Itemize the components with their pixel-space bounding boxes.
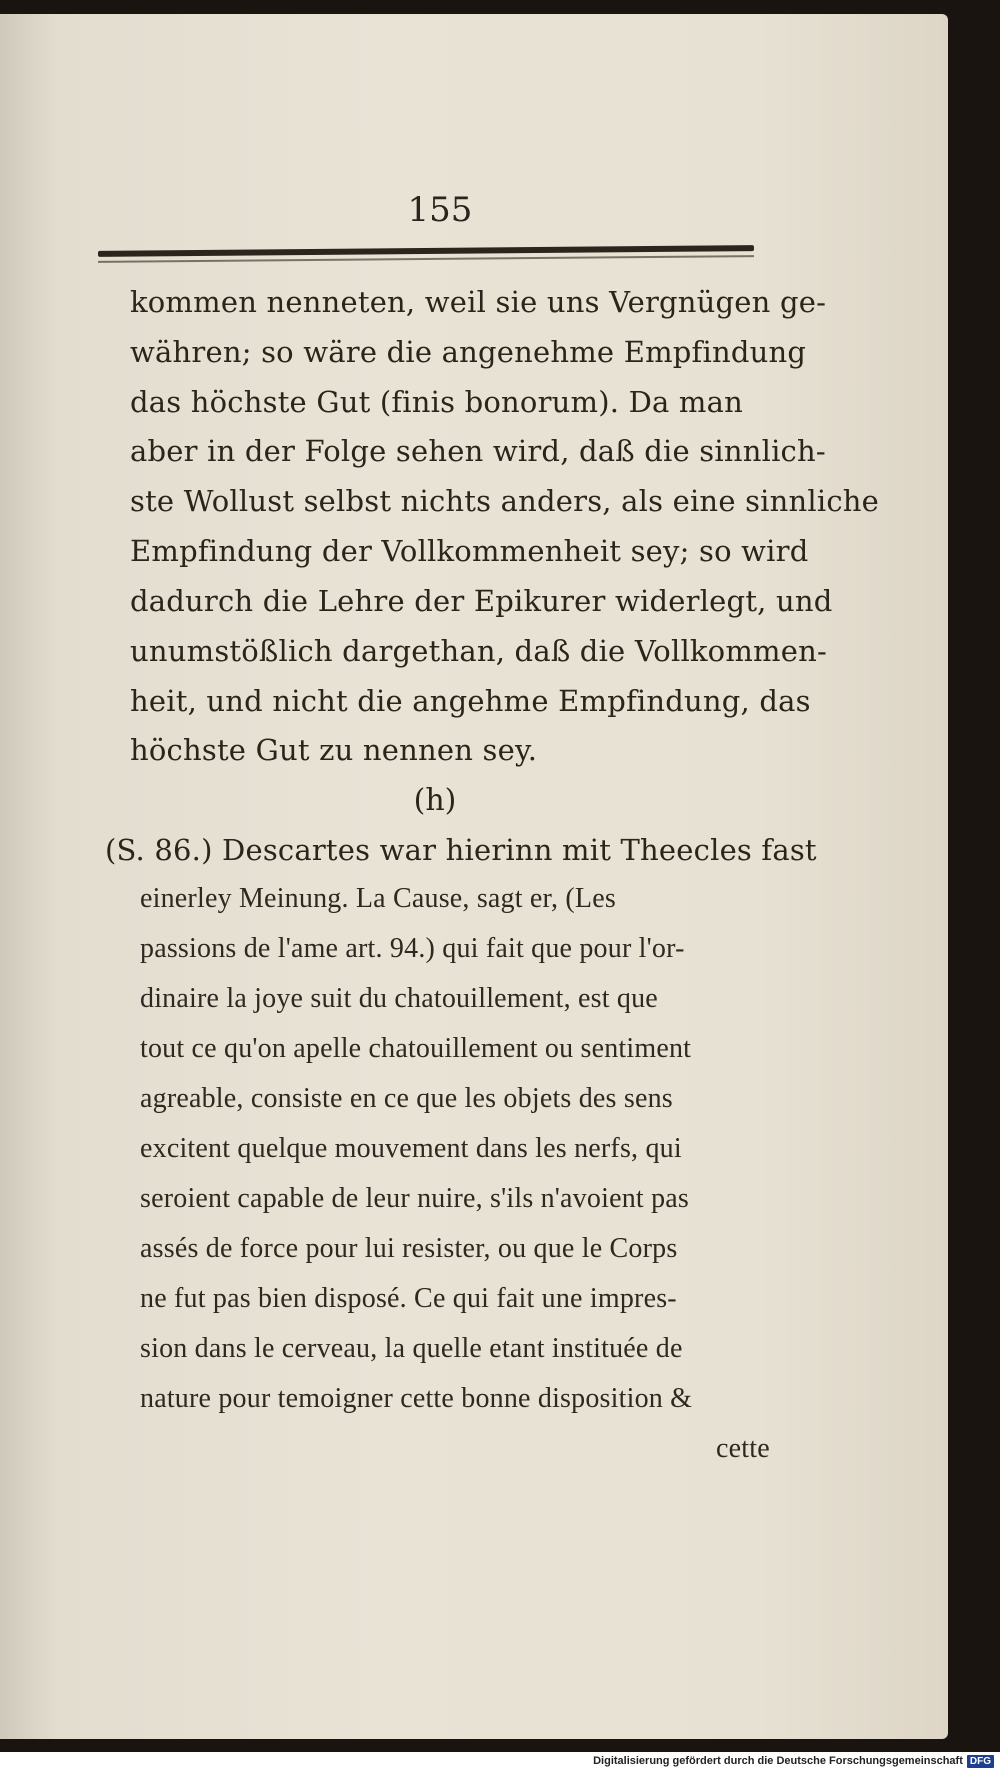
note-line: (S. 86.) Descartes war hierinn mit Theecles fast <box>105 833 817 867</box>
page-number: 155 <box>407 190 473 230</box>
dfg-logo-icon: DFG <box>967 1755 994 1768</box>
book-page <box>0 14 948 1739</box>
text-line: aber in der Folge sehen wird, daß die sinnlich- <box>130 434 826 468</box>
text-line: höchste Gut zu nennen sey. <box>130 733 538 767</box>
note-line: assés de force pour lui resister, ou que le Corps <box>140 1233 678 1264</box>
text-line: das höchste Gut (finis bonorum). Da man <box>130 385 743 419</box>
footer-credit <box>593 1752 994 1771</box>
note-line: nature pour temoigner cette bonne disposition & <box>140 1383 693 1414</box>
footer-text: Digitalisierung gefördert durch die Deutsche Forschungsgemeinschaft <box>593 1755 963 1767</box>
text-line: ste Wollust selbst nichts anders, als eine sinnliche <box>130 484 880 518</box>
text-line: kommen nenneten, weil sie uns Vergnügen ge- <box>130 285 827 319</box>
note-marker: (h) <box>413 783 457 818</box>
note-line: excitent quelque mouvement dans les nerfs, qui <box>140 1133 682 1164</box>
text-line: heit, und nicht die angehme Empfindung, das <box>130 684 811 718</box>
note-line: passions de l'ame art. 94.) qui fait que pour l'or- <box>140 933 685 964</box>
note-line: tout ce qu'on apelle chatouillement ou sentiment <box>140 1033 692 1064</box>
note-line: einerley Meinung. La Cause, sagt er, (Les <box>140 883 616 914</box>
text-line: Empfindung der Vollkommenheit sey; so wird <box>130 534 809 568</box>
text-line: währen; so wäre die angenehme Empfindung <box>130 335 807 369</box>
note-line: seroient capable de leur nuire, s'ils n'avoient pas <box>140 1183 689 1214</box>
note-line: sion dans le cerveau, la quelle etant instituée de <box>140 1333 683 1364</box>
note-line: dinaire la joye suit du chatouillement, est que <box>140 983 658 1014</box>
text-line: unumstößlich dargethan, daß die Vollkommen- <box>130 634 827 668</box>
text-line: dadurch die Lehre der Epikurer widerlegt, und <box>130 584 833 618</box>
catchword: cette <box>716 1433 770 1464</box>
note-line: agreable, consiste en ce que les objets des sens <box>140 1083 673 1114</box>
note-line: ne fut pas bien disposé. Ce qui fait une impres- <box>140 1283 677 1314</box>
